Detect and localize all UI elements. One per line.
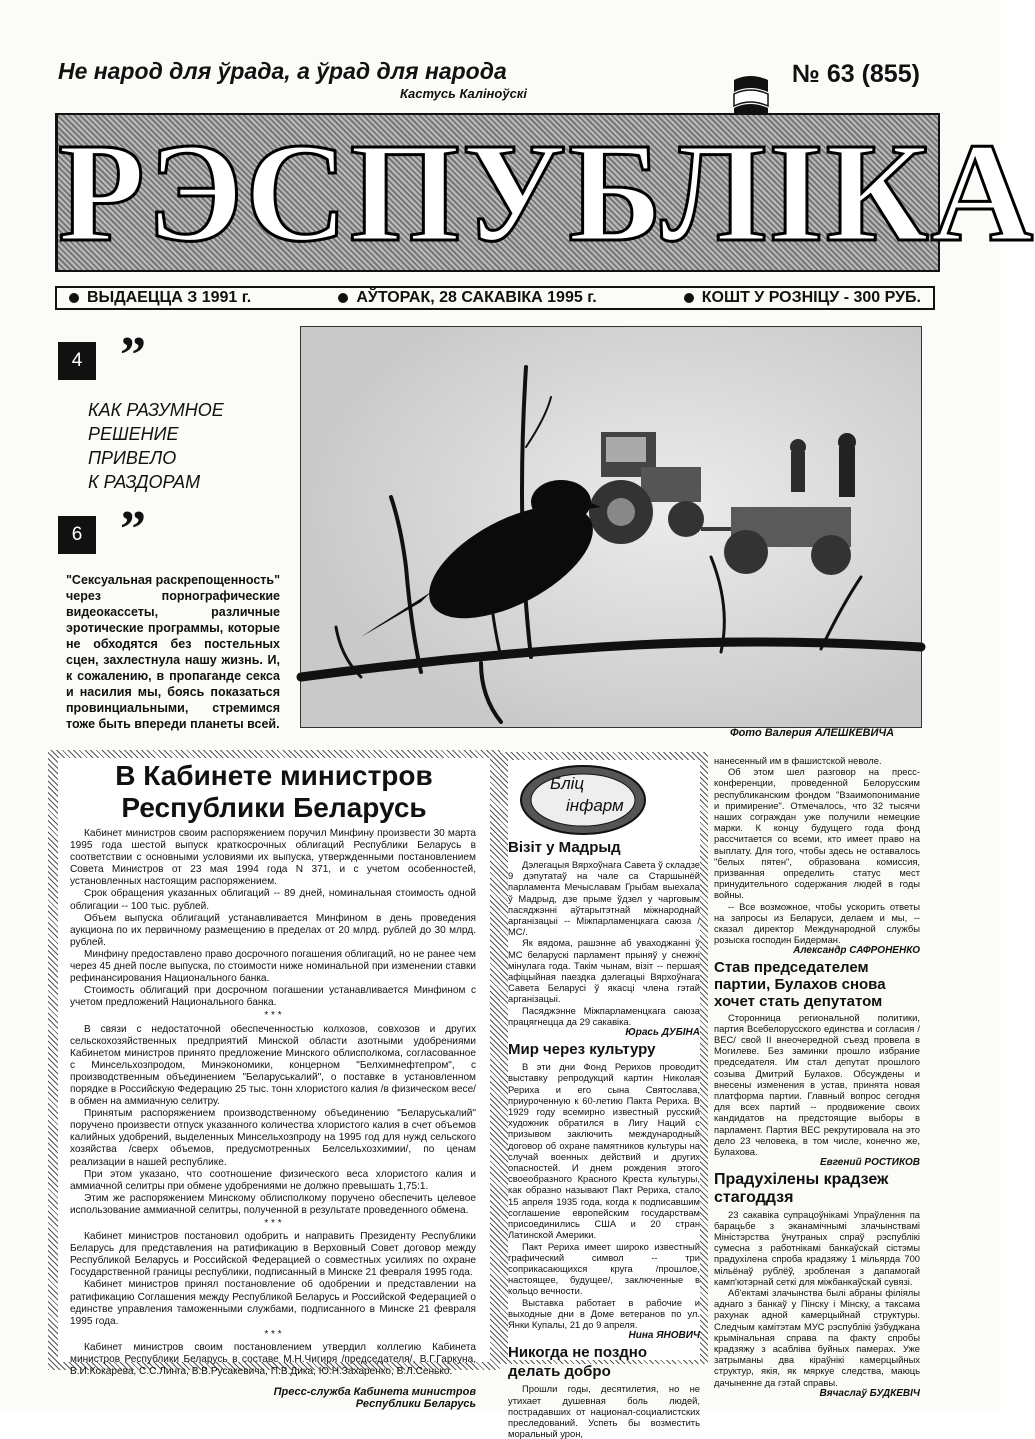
quote-icon: ” bbox=[120, 327, 146, 384]
article-culture: В эти дни Фонд Рерихов проводит выставку репродукций картин Николая Рериха и его сына Святослава, приуроченную к 60-летию Пакта Рериха. В 1929 году всемирно известный русский художник обратился в Лигу Наций с призывом заключить международный договор об охране памятников культуры на случай военных действий и других опасностей. И днем рождения этого своеобразного Красного Креста культуры, как образно называют Пакт Рериха, стало 15 апреля 1935 года, когда к подписавшим соглашение европейским государствам присоединились США и 20 стран Латинской Америки. Пакт Рериха имеет широко известный графический символ -- три соприкасающихся круга /прошлое, настоящее, будущее/, заключенные в кольцо вечности. Выставка работает в рабочие и выходные дни в Доме ветеранов по ул. Янки Купалы, 21 до 9 апреля. Нина ЯНОВИЧ bbox=[508, 1061, 700, 1342]
photo-credit: Фото Валерия АЛЕШКЕВИЧА bbox=[730, 727, 895, 739]
headline-culture: Мир через культуру bbox=[508, 1041, 656, 1059]
masthead bbox=[55, 113, 1035, 272]
motto-author: Кастусь Каліноўскі bbox=[400, 86, 528, 101]
info-date: АЎТОРАК, 28 САКАВІКА 1995 г. bbox=[338, 289, 596, 307]
bullet-icon bbox=[338, 293, 348, 303]
headline-visit: Візіт у Мадрыд bbox=[508, 839, 621, 856]
article-title-line1: В Кабинете министров bbox=[115, 760, 433, 791]
main-article bbox=[58, 758, 490, 1411]
teaser-text: "Сексуальная раскрепощенность" через порнографические видеокассеты, различные эротические программы, которые не обходятся без постельных сцен, захлестнула нашу жизнь. И, к сожалению, в пропаганде секса и насилия мы, боясь показаться провинциальными, стремимся тоже быть впереди планеты всей. bbox=[66, 573, 280, 731]
bullet-icon bbox=[69, 293, 79, 303]
teasers bbox=[58, 326, 284, 736]
motto: Не народ для ўрада, а ўрад для народа bbox=[58, 58, 507, 84]
blits-column bbox=[508, 760, 700, 1439]
article-title-line2: Республики Беларусь bbox=[121, 792, 427, 823]
article-bulakhov: Сторонница региональной политики, партия Всебелорусского единства и согласия /ВЕС/ свой II внеочередной съезд провела в Могилеве. Без заминки прошло избрание председателя. Им стал депутат прошлого созыва Дмитрий Булахов. Обсуждены и внесены изменения в устав, принята новая платформа партии. Главный вопрос сегодня для всех партий -- продвижение своих кандидатов на предстоящие выборы в парламент. Партия ВЕС рекрутировала на это дело 23 человека, в том числе, конечно же, Булахова. Евгений РОСТИКОВ bbox=[714, 1011, 920, 1169]
info-price: КОШТ У РОЗНІЦУ - 300 РУБ. bbox=[684, 289, 921, 307]
newspaper-title: РЭСПУБЛІКА bbox=[58, 113, 1035, 271]
page-number-badge: 4 bbox=[58, 342, 96, 380]
photo-bird-tractor bbox=[301, 327, 921, 727]
headline-bulakhov: Став председателем партии, Булахов снова хочет стать депутатом bbox=[714, 958, 886, 1010]
page-number-badge: 6 bbox=[58, 516, 96, 554]
article-never-late: Прошли годы, десятилетия, но не утихает душевная боль людей, пострадавших от национал-социалистских преследований. Успеть бы возместить моральный урон, bbox=[508, 1383, 700, 1439]
front-photo bbox=[300, 326, 922, 728]
teaser-headline: КАК РАЗУМНОЕ РЕШЕНИЕ ПРИВЕЛО К РАЗДОРАМ bbox=[88, 400, 224, 492]
info-since: ВЫДАЕЦЦА З 1991 г. bbox=[69, 289, 251, 307]
article-theft: 23 сакавіка супрацоўнікамі Упраўлення па барацьбе з эканамічнымі злачынствамі Міністэрства ўнутраных спраў рэспублікі сумесна з работнікамі банкаўскай сістэмы прадухілена спроба крадзяжу 1 мільярда 700 мільёнаў рублёў, зробленая з дапамогай камп'ютэрнай сеткі для міжбанкаўскай сувязі. Аб'ектамі злачынства былі абраны філіялы аднаго з банкаў у Пінску і Мінску, а таксама рахунак адной камерцыйнай структуры. Следчым камітэтам МУС рэспублікі ўзбуджана крымінальная справа па факту спробы крадзяжу з асаблівa буйных памерах. Уже затрыманы два кіраўнікі камерцыйных структур, якія, як мяркуе следства, маюць дачыненне да гэтай справы. Вячаслаў БУДКЕВІЧ bbox=[714, 1208, 920, 1399]
headline-theft: Прадухілены крадзеж стагоддзя bbox=[714, 1170, 889, 1206]
info-bar bbox=[55, 286, 935, 310]
article-body: Кабинет министров своим распоряжением поручил Минфину произвести 30 марта 1995 года шестой выпуск краткосрочных облигаций Республики Беларусь в соответствии с основными условиями их выпуска, утвержденными постановлением Совета Министров от 23 мая 1994 года N 371, и с учетом особенностей, установленных настоящим распоряжением. Срок обращения указанных облигаций -- 89 дней, номинальная стоимость одной облигации -- 100 тыс. рублей. Объем выпуска облигаций устанавливается Минфином в день проведения аукциона по их первичному размещению в пределах от 20 млрд. рублей до 30 млрд. рублей. Минфину предоставлено право досрочного погашения облигаций, но не ранее чем через 45 дней после выпуска, по стоимости ниже номинальной при изменении ставки рефинансирования Национального банка. Стоимость облигаций при досрочном погашении устанавливается Минфином с учетом предложений Национального банка. * * * В связи с недостаточной обеспеченностью колхозов, совхозов и других сельскохозяйственных предприятий Минской области азотными удобрениями Кабинетом министров принято предложение Минского облисполкома, согласованное с Минсельхозпродом, Минэкономики, концерном "Белхимнефтепром", с производственным объединением "Беларуськалий", о поставке в установленном порядке в Российскую Федерацию 25 тыс. тонн хлористого калия /в физическом весе/ в обмен на аммиачную селитру. Принятым распоряжением производственному объединению "Беларуськалий" поручено произвести отпуск указанного количества хлористого калия в счет объемов калийных удобрений, выделенных Минсельхозпроду на 1995 год для нужд сельского хозяйства /сверх объемов, предусмотренных Белсельхозхимии/, по ценам реализации в нашей республике. При этом указано, что соотношение физического веса хлористого калия и аммиачной селитры при обмене удобрениями не должно превышать 1,75:1. Этим же распоряжением Минскому облисполкому поручено обеспечить целевое использование аммиачной селитры, полученной в результате проведенного обмена. * * * Кабинет министров постановил одобрить и направить Президенту Республики Беларусь для представления на ратификацию в Верховный Совет договор между Республикой Беларусь и Российской Федерацией о совместных усилиях по охране Государственной границы республики, подписанный в Минске 21 февраля 1995 года. Кабинет министров принял постановление об одобрении и представлении на ратификацию Соглашения между Республикой Беларусь и Российской Федерацией о единстве управления таможенными службами, подписанного в Минске 21 февраля 1995 года. * * * Кабинет министров своим постановлением утвердил коллегию Кабинета министров Республики Беларусь в составе М.Н.Чигиря /председателя/, В.Г.Гаркуна, В.И.Кокарева, С.С.Линга, В.В.Русакевича, П.В.Дика, Ю.Н.Захаренко, В.Л.Сенько. Пресс-служба Кабинета министров Республики Беларусь bbox=[70, 828, 476, 1411]
right-column bbox=[714, 755, 920, 1399]
quote-icon: ” bbox=[120, 501, 146, 558]
blits-logo-line2: інфарм bbox=[566, 796, 624, 815]
headline-never-late: Никогда не поздно делать добро bbox=[508, 1344, 648, 1381]
bullet-icon bbox=[684, 293, 694, 303]
article-compensation: нанесенный им в фашистской неволе. Об этом шел разговор на пресс-конференции, проведенной Белорусским республиканским фондом "Взаимопонимание и примирение". Отмечалось, что 32 тысячи наших сограждан уже получили немецкие марки. К концу будущего года фонд рассчитается со всеми, кто имеет право на выплату. Для того, чтобы здесь не оставалось "белых пятен", образована комиссия, призванная определить статус мест принудительного содержания людей в годы войны. -- Все возможное, чтобы ускорить ответы на запросы из Беларуси, делаем и мы, -- сказал директор Международной службы розыска господин Бидерман. Александр САФРОНЕНКО bbox=[714, 755, 920, 957]
issue-number: № 63 (855) bbox=[792, 60, 920, 88]
article-visit: Дэлегацыя Вярхоўнага Савета ў складзе 9 дэпутатаў на чале са Старшынёй парламента Мечыславам Грыбам выехала ў Мадрыд, дзе прыме ўдзел у чарговым пасяджэнні аўтарытэтнай міжнароднай арганізацыі -- Міжпарламенцкага саюза /МС/. Як вядома, рашэнне аб уваходжанні ў МС беларускі парламент прыняў у снежні мінулага года. Такім чынам, візіт -- першая афіцыйная паездка дэлегацыі Вярхоўнага Савета Беларусі ў якасці члена гэтай арганізацыі. Пасяджэнне Міжпарламенцкага саюза працягнецца да 29 сакавіка. Юрась ДУБІНА bbox=[508, 859, 700, 1039]
blits-logo-line1: Бліц bbox=[550, 774, 585, 793]
